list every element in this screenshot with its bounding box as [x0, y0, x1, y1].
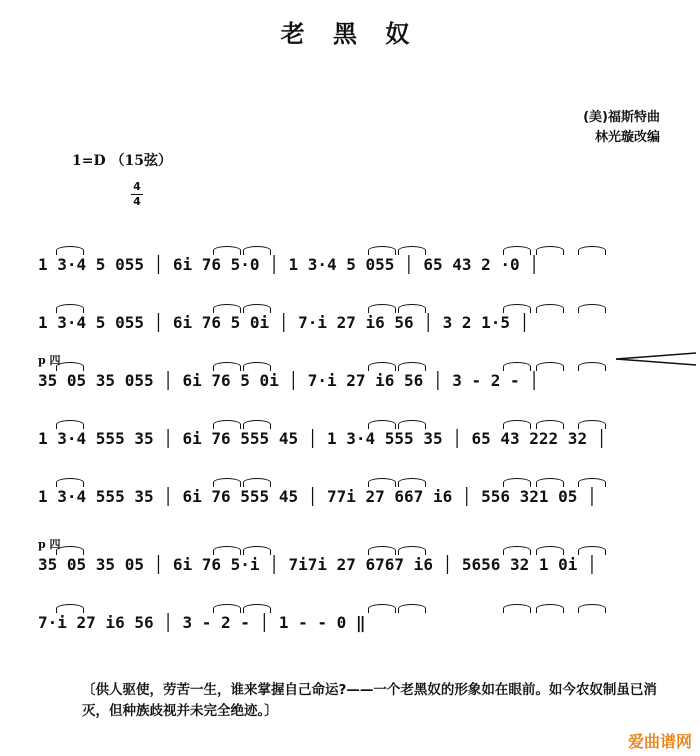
composer-line: (美)福斯特曲: [583, 110, 660, 125]
slur-mark: [536, 362, 564, 371]
slur-mark: [536, 246, 564, 255]
slur-mark: [398, 420, 426, 429]
composer-credit: [583, 108, 660, 148]
time-bottom: 4: [133, 195, 141, 208]
slur-mark: [536, 546, 564, 555]
slur-mark: [213, 246, 241, 255]
row-notes: 1 3·4 555 35 │ 6i 76 555 45 │ 77i 27 667 i6 │ 556 321 05 │: [38, 487, 597, 506]
slur-mark: [578, 478, 606, 487]
slur-mark: [243, 420, 271, 429]
slur-mark: [368, 362, 396, 371]
slur-mark: [243, 546, 271, 555]
watermark-logo: 爱曲谱网: [627, 732, 692, 751]
slur-mark: [368, 246, 396, 255]
slur-mark: [536, 304, 564, 313]
slur-mark: [213, 362, 241, 371]
slur-mark: [503, 246, 531, 255]
slur-mark: [503, 478, 531, 487]
slur-mark: [536, 478, 564, 487]
slur-mark: [243, 478, 271, 487]
slur-mark: [56, 362, 84, 371]
slur-mark: [243, 362, 271, 371]
slur-mark: [368, 546, 396, 555]
score-row-3: [38, 354, 666, 394]
key-signature: 1=D （15弦）: [72, 153, 172, 169]
row-notes: 35 05 35 055 │ 6i 76 5 0i │ 7·i 27 i6 56 │ 3 - 2 - │: [38, 371, 539, 390]
slur-mark: [578, 546, 606, 555]
slur-mark: [243, 304, 271, 313]
slur-mark: [578, 604, 606, 613]
score-row-2: [38, 312, 666, 336]
row-notes: 35 05 35 05 │ 6i 76 5·i │ 7i7i 27 6767 i6 │ 5656 32 1 0i │: [38, 555, 597, 574]
slur-mark: [213, 420, 241, 429]
slur-mark: [503, 304, 531, 313]
slur-mark: [503, 362, 531, 371]
slur-mark: [578, 246, 606, 255]
score-row-6: [38, 538, 666, 578]
slur-mark: [503, 546, 531, 555]
annotation-text: 〔供人驱使，劳苦一生，谁来掌握自己命运?——一个老黑奴的形象如在眼前。如今农奴制虽已消灭，但种族歧视并未完全绝迹。〕: [82, 682, 657, 719]
score-row-7: [38, 612, 666, 636]
slur-mark: [56, 604, 84, 613]
decrescendo-hairpin: [616, 352, 696, 366]
row-notes: 1 3·4 5 055 │ 6i 76 5 0i │ 7·i 27 i6 56 │ 3 2 1·5 │: [38, 313, 530, 332]
slur-mark: [503, 604, 531, 613]
score-row-4: [38, 428, 666, 452]
slur-mark: [398, 304, 426, 313]
row-notes: 7·i 27 i6 56 │ 3 - 2 - │ 1 - - 0 ‖: [38, 613, 366, 632]
slur-mark: [213, 604, 241, 613]
slur-mark: [56, 246, 84, 255]
slur-mark: [213, 478, 241, 487]
time-top: 4: [133, 180, 141, 193]
slur-mark: [56, 420, 84, 429]
slur-mark: [56, 304, 84, 313]
dynamic-mark: p 四: [38, 538, 61, 551]
slur-mark: [213, 546, 241, 555]
slur-mark: [578, 304, 606, 313]
slur-mark: [536, 604, 564, 613]
slur-mark: [398, 546, 426, 555]
slur-mark: [213, 304, 241, 313]
dynamic-mark: p 四: [38, 354, 61, 367]
slur-mark: [398, 246, 426, 255]
slur-mark: [368, 420, 396, 429]
arranger-line: 林光璇改编: [594, 130, 660, 145]
slur-mark: [243, 246, 271, 255]
row-notes: 1 3·4 5 055 │ 6i 76 5·0 │ 1 3·4 5 055 │ 65 43 2 ·0 │: [38, 255, 539, 274]
slur-mark: [536, 420, 564, 429]
time-signature: [131, 181, 143, 208]
slur-mark: [503, 420, 531, 429]
score-row-1: [38, 254, 666, 278]
slur-mark: [578, 420, 606, 429]
slur-mark: [56, 546, 84, 555]
slur-mark: [398, 478, 426, 487]
row-notes: 1 3·4 555 35 │ 6i 76 555 45 │ 1 3·4 555 35 │ 65 43 222 32 │: [38, 429, 607, 448]
slur-mark: [368, 478, 396, 487]
slur-mark: [368, 304, 396, 313]
slur-mark: [368, 604, 396, 613]
score-row-5: [38, 486, 666, 510]
song-title: 老 黑 奴: [280, 19, 420, 48]
slur-mark: [578, 362, 606, 371]
slur-mark: [398, 362, 426, 371]
slur-mark: [56, 478, 84, 487]
slur-mark: [243, 604, 271, 613]
slur-mark: [398, 604, 426, 613]
